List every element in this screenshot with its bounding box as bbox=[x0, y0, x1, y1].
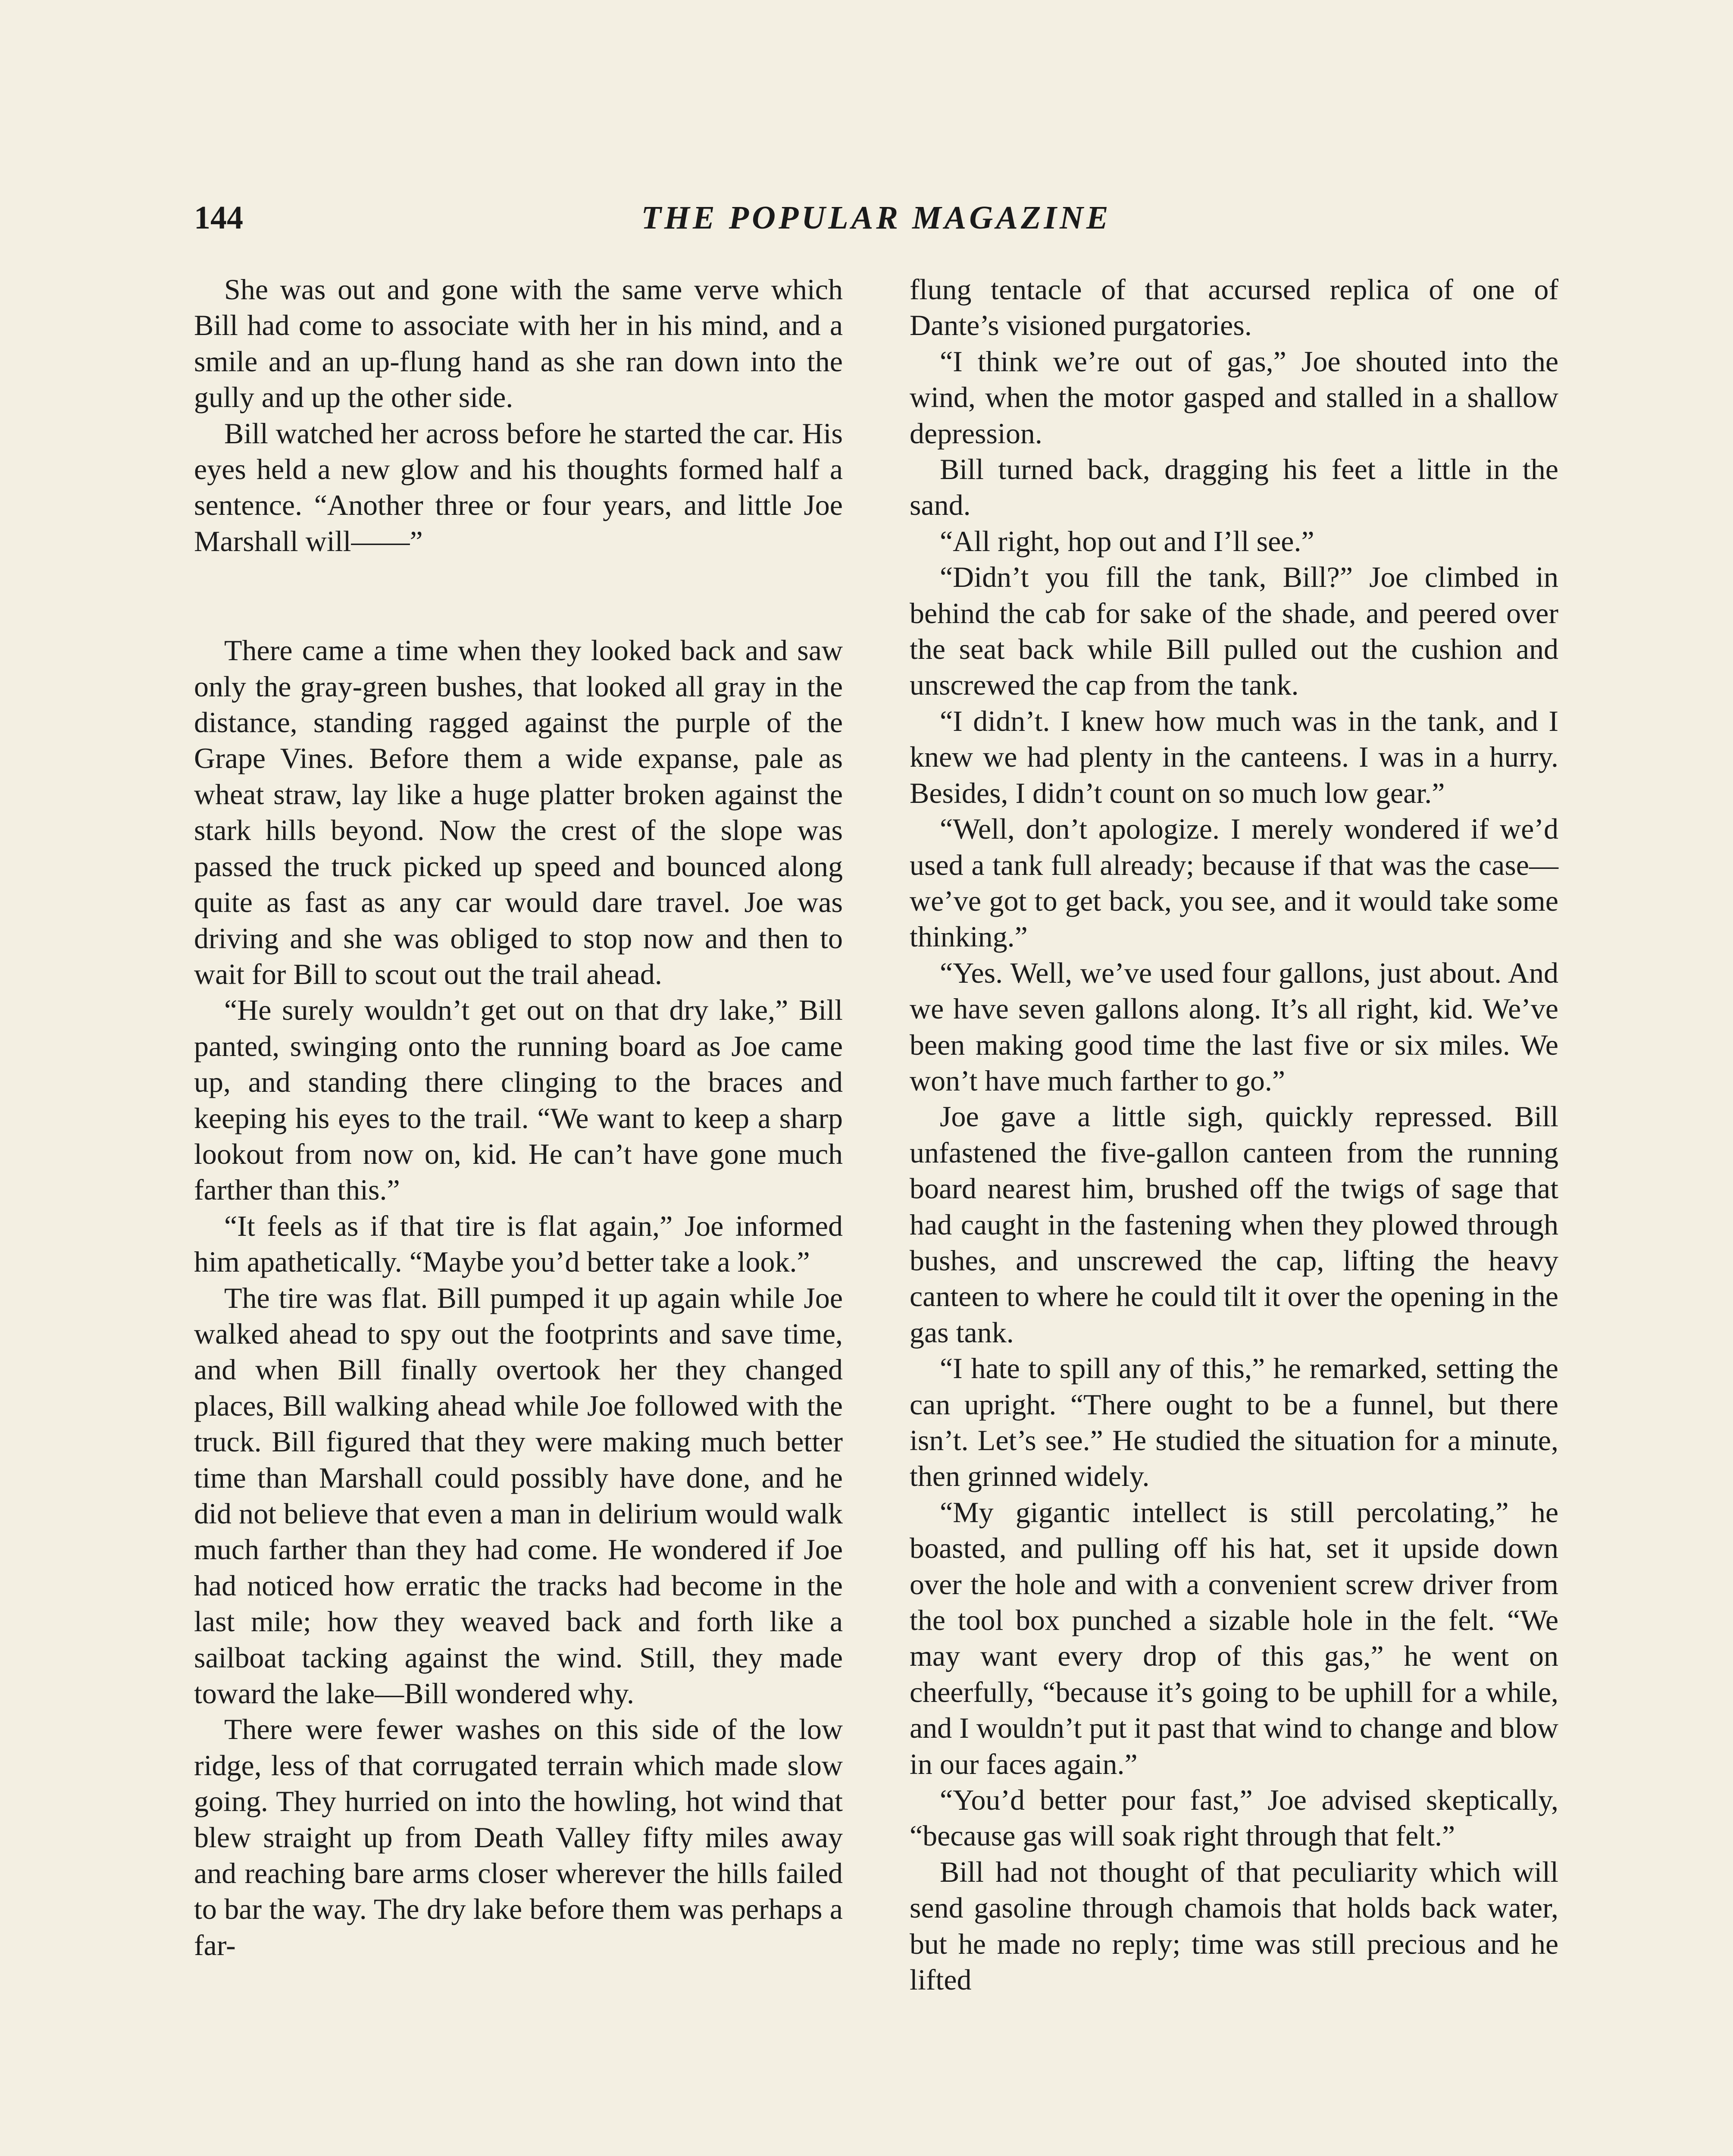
paragraph: “My gigantic intellect is still percolating,” he boasted, and pulling off his hat, set it upside down over the hole and with a convenient screw driver from the tool box punched a sizable hole in the felt. “We may want every drop of this gas,” he went on cheerfully, “because it’s going to be uphill for a while, and I wouldn’t put it past that wind to change and blow in our faces again.” bbox=[910, 1495, 1558, 1780]
paragraph: “I think we’re out of gas,” Joe shouted into the wind, when the motor gasped and stalled in a shallow depression. bbox=[910, 345, 1558, 450]
paragraph: flung tentacle of that accursed replica of one of Dante’s visioned purgatories. bbox=[910, 273, 1558, 342]
paragraph: “It feels as if that tire is flat again,” Joe informed him apathetically. “Maybe you’d better take a look.” bbox=[194, 1209, 843, 1279]
page-number: 144 bbox=[194, 200, 243, 236]
left-column bbox=[194, 272, 843, 1963]
paragraph: There were fewer washes on this side of the low ridge, less of that corrugated terrain which made slow going. They hurried on into the howling, hot wind that blew straight up from Death Valley fifty miles away and reaching bare arms closer wherever the hills failed to bar the way. The dry lake before them was perhaps a far- bbox=[194, 1713, 843, 1962]
paragraph: Bill turned back, dragging his feet a little in the sand. bbox=[910, 453, 1558, 522]
paragraph: She was out and gone with the same verve which Bill had come to associate with her in his mind, and a smile and an up-flung hand as she ran down into the gully and up the other side. bbox=[194, 273, 843, 414]
paragraph: “All right, hop out and I’ll see.” bbox=[940, 524, 1314, 558]
paragraph: Bill had not thought of that peculiarity which will send gasoline through chamois that holds back water, but he made no reply; time was still precious and he lifted bbox=[910, 1855, 1558, 1996]
paragraph: “Yes. Well, we’ve used four gallons, just about. And we have seven gallons along. It’s all right, kid. We’ve been making good time the last five or six miles. We won’t have much farther to go.” bbox=[910, 956, 1558, 1097]
paragraph: The tire was flat. Bill pumped it up again while Joe walked ahead to spy out the footprints and save time, and when Bill finally overtook her they changed places, Bill walking ahead while Joe followed with the truck. Bill figured that they were making much better time than Marshall could possibly have done, and he did not believe that even a man in delirium would walk much farther than they had come. He wondered if Joe had noticed how erratic the tracks had become in the last mile; how they weaved back and forth like a sailboat tacking against the wind. Still, they made toward the lake—Bill wondered why. bbox=[194, 1281, 843, 1710]
paragraph: There came a time when they looked back and saw only the gray-green bushes, that looked all gray in the distance, standing ragged against the purple of the Grape Vines. Before them a wide expanse, pale as wheat straw, lay like a huge platter broken against the stark hills beyond. Now the crest of the slope was passed the truck picked up speed and bounced along quite as fast as any car would dare travel. Joe was driving and she was obliged to stop now and then to wait for Bill to scout out the trail ahead. bbox=[194, 634, 843, 990]
right-column bbox=[910, 272, 1558, 1998]
paragraph: Bill watched her across before he started the car. His eyes held a new glow and his thoughts formed half a sentence. “Another three or four years, and little Joe Marshall will——” bbox=[194, 417, 843, 558]
paragraph: “Well, don’t apologize. I merely wondered if we’d used a tank full already; because if that was the case—we’ve got to get back, you see, and it would take some thinking.” bbox=[910, 812, 1558, 953]
running-head: THE POPULAR MAGAZINE bbox=[641, 200, 1111, 236]
page-header bbox=[194, 194, 1558, 241]
paragraph: “You’d better pour fast,” Joe advised skeptically, “because gas will soak right through that felt.” bbox=[910, 1783, 1558, 1852]
paragraph: “He surely wouldn’t get out on that dry lake,” Bill panted, swinging onto the running board as Joe came up, and standing there clinging to the braces and keeping his eyes to the trail. “We want to keep a sharp lookout from now on, kid. He can’t have gone much farther than this.” bbox=[194, 993, 843, 1206]
paragraph: Joe gave a little sigh, quickly repressed. Bill unfastened the five-gallon canteen from the running board nearest him, brushed off the twigs of sage that had caught in the fastening when they plowed through bushes, and unscrewed the cap, lifting the heavy canteen to where he could tilt it over the opening in the gas tank. bbox=[910, 1100, 1558, 1349]
paragraph: “Didn’t you fill the tank, Bill?” Joe climbed in behind the cab for sake of the shade, and peered over the seat back while Bill pulled out the cushion and unscrewed the cap from the tank. bbox=[910, 561, 1558, 702]
paragraph: “I hate to spill any of this,” he remarked, setting the can upright. “There ought to be a funnel, but there isn’t. Let’s see.” He studied the situation for a minute, then grinned widely. bbox=[910, 1352, 1558, 1493]
paragraph: “I didn’t. I knew how much was in the tank, and I knew we had plenty in the canteens. I was in a hurry. Besides, I didn’t count on so much low gear.” bbox=[910, 704, 1558, 809]
